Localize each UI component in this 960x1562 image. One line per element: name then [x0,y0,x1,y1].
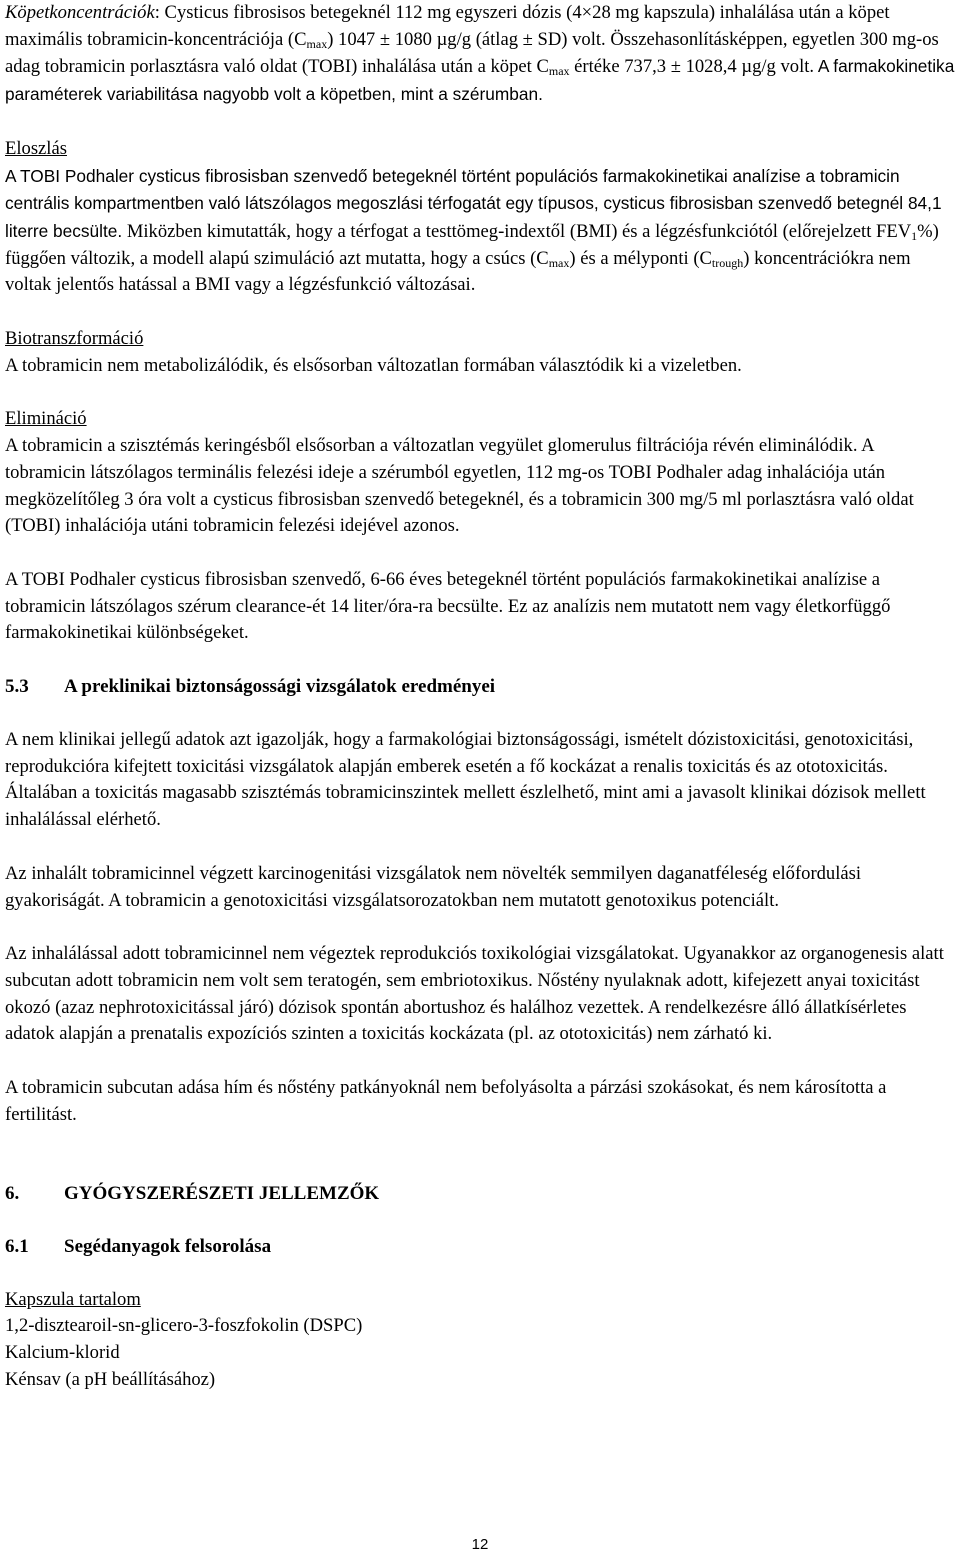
section-5-3-title: A preklinikai biztonságossági vizsgálatok eredményei [64,676,496,698]
spacer [5,109,955,136]
page-number: 12 [471,1536,489,1553]
section-6-title: GYÓGYSZERÉSZETI JELLEMZŐK [64,1182,380,1204]
distribution-text-1: A TOBI Podhaler cysticus fibrosisban szenvedő betegeknél történt populációs farmakokinetikai analízise a tobramicin centrális kompartmentben való látszólagos megoszlási térfogatát egy típusos, cysticus fibrosisban szenvedő betegnél 84,1 literre becsülte. [5,165,942,241]
excipient-item: Kalcium-klorid [5,1341,120,1363]
spacer [5,1207,955,1234]
elimination-heading: Elimináció [5,408,87,430]
preclinical-paragraph-4: A tobramicin subcutan adása hím és nőstény patkányoknál nem befolyásolta a párzási szokásokat, és nem károsította a fertilitást. [5,1077,887,1125]
intro-text-1: : Cysticus fibrosisos betegeknél 112 mg egyszeri dózis (4 [154,2,582,23]
section-5-3-number: 5.3 [5,676,29,698]
biotransformation-text: A tobramicin nem metabolizálódik, és elsősorban változatlan formában választódik ki a vizeletben. [5,354,742,376]
spacer [5,540,955,567]
excipient-item: 1,2-disztearoil-sn-glicero-3-foszfokolin (DSPC) [5,1315,363,1337]
spacer [5,299,955,326]
distribution-text-2: Miközben kimutatták, hogy a térfogat a testtömeg-indextől (BMI) és a légzésfunkciótól (előrejelzett FEV [122,220,912,242]
spacer [5,647,955,674]
preclinical-paragraph-3: Az inhalálással adott tobramicinnel nem végeztek reprodukciós toxikológiai vizsgálatokat. Ugyanakkor az organogenesis alatt subcutan adott tobramicin nem volt sem teratogén, sem embriotoxikus. Nőstény nyulaknak adott, kifejezett anyai toxicitást okozó (azaz nephrotoxicitással járó) dózisok spontán abortushoz és halálhoz vezettek. A rendelkezésre álló állatkísérletes adatok alapján a prenatalis expozíciós szinten a toxicitás kockázata (pl. az ototoxicitás) nem zárható ki. [5,943,944,1045]
distribution-sub-fev: 1 [911,228,918,243]
distribution-heading: Eloszlás [5,137,67,159]
biotransformation-heading: Biotranszformáció [5,328,144,350]
elimination-text-1: A tobramicin a szisztémás keringésből elsősorban a változatlan vegyület glomerulus filtrációja révén eliminálódik. A tobramicin látszólagos terminális felezési ideje a szérumból egyetlen, 112 mg-os TOBI Podhaler adag inhalációja után megközelítőleg 3 óra volt a cysticus fibrosisban szenvedő betegeknél, és a tobramicin 300 mg/5 ml porlasztásra való oldat (TOBI) inhalációja utáni tobramicin felezési idejével azonos. [5,435,914,537]
spacer [5,379,955,406]
distribution-sub-max: max [548,255,570,270]
intro-sub-max-1: max [306,36,328,51]
spacer [5,1048,955,1075]
section-6-1-heading [5,1234,955,1260]
spacer [5,834,955,861]
intro-text-2: 28 mg kapszula) inhalálása után a köpet maximális tobramicin-koncentrációja (C [5,2,890,50]
intro-text-4: értéke 737,3 ± 1028,4 µg/g volt. [569,56,815,78]
spacer [5,700,955,727]
elimination-text-2: A TOBI Podhaler cysticus fibrosisban szenvedő, 6-66 éves betegeknél történt populációs farmakokinetikai analízise a tobramicin látszólagos szérum clearance-ét 14 liter/óra-ra becsülte. Ez az analízis nem mutatott nem vagy életkorfüggő farmakokinetikai különbségeket. [5,568,891,644]
excipient-item: Kénsav (a pH beállításához) [5,1368,216,1390]
section-6-number: 6. [5,1182,20,1204]
intro-variability-text: A farmakokinetika paraméterek variabilitása nagyobb volt a köpetben, mint a szérumban. [5,56,955,105]
spacer [5,1260,955,1287]
intro-text-3: ) 1047 ± 1080 µg/g (átlag ± SD) volt. Összehasonlításképpen, egyetlen 300 mg-os adag tobramicin porlasztásra való oldat (TOBI) inhalálása után a köpet C [5,28,939,78]
intro-sub-max-2: max [548,64,570,79]
capsule-content-heading: Kapszula tartalom [5,1288,141,1310]
preclinical-paragraph-2: Az inhalált tobramicinnel végzett karcinogenitási vizsgálatok nem növelték semmilyen daganatféleség előfordulási gyakoriságát. A tobramicin a genotoxicitási vizsgálatsorozatokban nem mutatott genotoxikus potenciált. [5,862,862,911]
distribution-text-5: ) koncentrációkra nem voltak jelentős hatással a BMI vagy a légzésfunkció változásai. [5,247,911,296]
spacer [5,914,955,941]
sputum-concentrations-label: Köpetkoncentrációk [5,2,155,23]
section-6-1-number: 6.1 [5,1235,29,1257]
sputum-concentrations-paragraph [5,0,955,109]
distribution-paragraph [5,163,955,300]
section-6-heading [5,1181,955,1207]
document-page [5,0,955,1393]
distribution-text-3: %) függően változik, a modell alapú szimuláció azt mutatta, hogy a csúcs (C [5,220,939,269]
section-6-1-title: Segédanyagok felsorolása [64,1235,272,1257]
distribution-text-4: ) és a mélyponti (C [569,247,712,269]
section-5-3-heading [5,674,955,700]
intro-times-sign: × [581,2,593,23]
distribution-sub-trough: trough [711,255,744,270]
preclinical-paragraph-1: A nem klinikai jellegű adatok azt igazolják, hogy a farmakológiai biztonságossági, ismételt dózistoxicitási, genotoxicitási, reprodukcióra kifejtett toxicitási vizsgálatok alapján emberek esetén a fő kockázat a renalis toxicitás és az ototoxicitás. Általában a toxicitás magasabb szisztémás tobramicinszintek mellett észlelhető, mint ami a javasolt klinikai dózisok mellett inhalálással elérhető. [5,729,926,831]
spacer [5,1129,955,1181]
